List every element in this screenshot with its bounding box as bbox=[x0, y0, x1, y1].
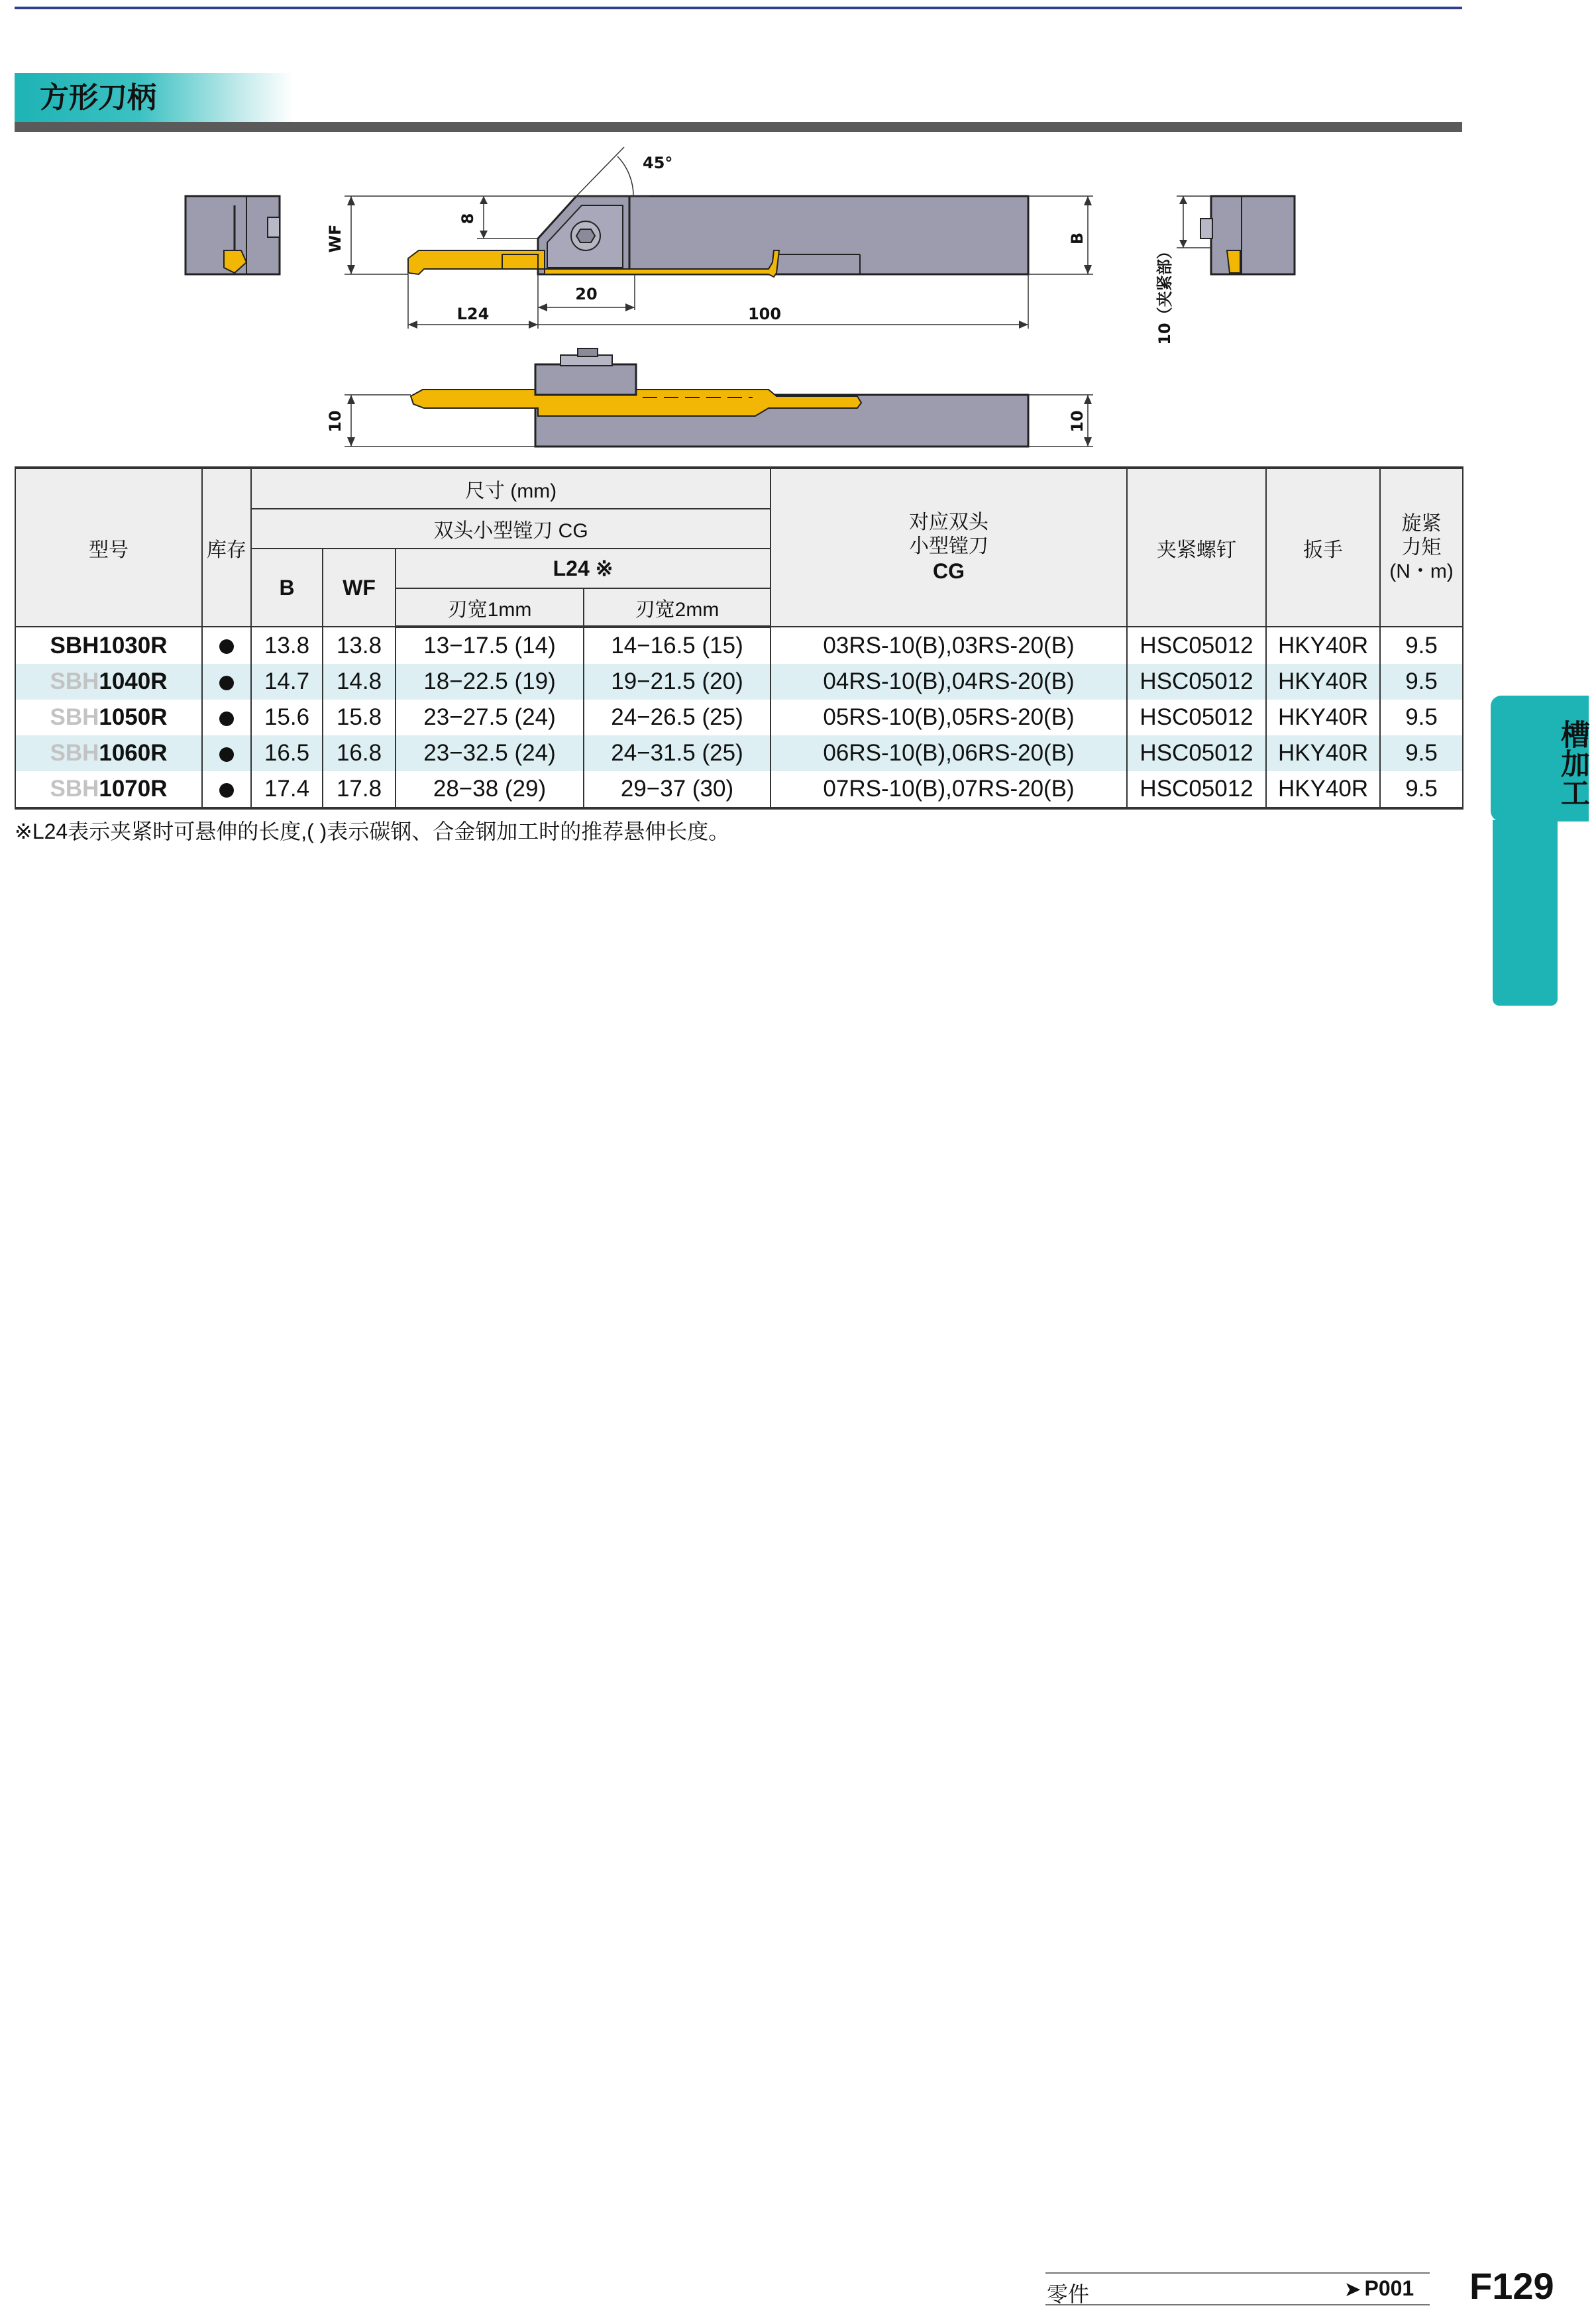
header-screw: 夹紧螺钉 bbox=[1127, 468, 1266, 627]
stock-cell bbox=[202, 627, 251, 664]
header-stock: 库存 bbox=[202, 468, 251, 627]
wf-cell: 15.8 bbox=[323, 700, 396, 735]
model-main: 1040R bbox=[99, 668, 168, 694]
table-row bbox=[15, 700, 1463, 735]
section-title-band bbox=[15, 73, 293, 123]
l24-1mm-cell: 18−22.5 (19) bbox=[396, 664, 584, 700]
header-torque-line1: 旋紧 bbox=[1401, 512, 1442, 535]
screw-cell: HSC05012 bbox=[1127, 700, 1266, 735]
l24-2mm-cell: 24−31.5 (25) bbox=[584, 735, 771, 771]
torque-cell: 9.5 bbox=[1380, 735, 1463, 771]
wrench-cell: HKY40R bbox=[1266, 771, 1380, 808]
stock-cell bbox=[202, 771, 251, 808]
wf-cell: 17.8 bbox=[323, 771, 396, 808]
wrench-cell: HKY40R bbox=[1266, 627, 1380, 664]
side-view bbox=[326, 348, 1093, 447]
header-double-cg: 双头小型镗刀 CG bbox=[251, 509, 771, 549]
model-cell bbox=[15, 627, 202, 664]
l24-1mm-cell: 13−17.5 (14) bbox=[396, 627, 584, 664]
in-stock-dot-icon bbox=[219, 783, 234, 798]
side-tab-strip bbox=[1493, 820, 1558, 1006]
model-main: 1070R bbox=[99, 776, 168, 802]
header-torque-line3: (N・m) bbox=[1389, 560, 1454, 582]
screw-cell: HSC05012 bbox=[1127, 771, 1266, 808]
dim-8-label: 8 bbox=[458, 213, 477, 225]
table-row bbox=[15, 627, 1463, 664]
screw-cell: HSC05012 bbox=[1127, 627, 1266, 664]
model-prefix: SBH bbox=[50, 776, 99, 802]
model-cell bbox=[15, 735, 202, 771]
model-prefix: SBH bbox=[50, 704, 99, 730]
torque-cell: 9.5 bbox=[1380, 664, 1463, 700]
header-torque bbox=[1380, 468, 1463, 627]
table-row bbox=[15, 664, 1463, 700]
torque-cell: 9.5 bbox=[1380, 771, 1463, 808]
torque-cell: 9.5 bbox=[1380, 700, 1463, 735]
page-number: F129 bbox=[1469, 2265, 1554, 2307]
header-wrench: 扳手 bbox=[1266, 468, 1380, 627]
cg-cell: 03RS-10(B),03RS-20(B) bbox=[771, 627, 1127, 664]
b-cell: 15.6 bbox=[251, 700, 323, 735]
spec-table bbox=[15, 466, 1463, 810]
header-compat-line3: CG bbox=[933, 559, 965, 584]
dim-10-right-label: 10 bbox=[1068, 410, 1087, 433]
wf-cell: 16.8 bbox=[323, 735, 396, 771]
header-b: B bbox=[251, 549, 323, 627]
wf-cell: 13.8 bbox=[323, 627, 396, 664]
b-cell: 14.7 bbox=[251, 664, 323, 700]
section-title-bar bbox=[15, 122, 1462, 132]
stock-cell bbox=[202, 735, 251, 771]
drawing-svg bbox=[0, 132, 1596, 464]
cg-cell: 05RS-10(B),05RS-20(B) bbox=[771, 700, 1127, 735]
dim-100-label: 100 bbox=[747, 305, 782, 323]
top-view bbox=[326, 147, 1093, 329]
dim-10-left-label: 10 bbox=[326, 410, 345, 433]
footer-label: 零件 bbox=[1047, 2282, 1090, 2306]
stock-cell bbox=[202, 700, 251, 735]
cg-cell: 07RS-10(B),07RS-20(B) bbox=[771, 771, 1127, 808]
dim-angle-label: 45° bbox=[643, 154, 673, 172]
model-cell bbox=[15, 771, 202, 808]
model-main: 1050R bbox=[99, 704, 168, 730]
torque-cell: 9.5 bbox=[1380, 627, 1463, 664]
in-stock-dot-icon bbox=[219, 747, 234, 762]
arrow-right-icon: ➤ bbox=[1345, 2279, 1361, 2299]
table-row bbox=[15, 735, 1463, 771]
b-cell: 16.5 bbox=[251, 735, 323, 771]
l24-2mm-cell: 19−21.5 (20) bbox=[584, 664, 771, 700]
l24-1mm-cell: 28−38 (29) bbox=[396, 771, 584, 808]
footer-top-rule bbox=[1045, 2272, 1430, 2274]
screw-cell: HSC05012 bbox=[1127, 735, 1266, 771]
in-stock-dot-icon bbox=[219, 639, 234, 654]
l24-2mm-cell: 14−16.5 (15) bbox=[584, 627, 771, 664]
technical-drawing bbox=[0, 132, 1596, 464]
screw-cell: HSC05012 bbox=[1127, 664, 1266, 700]
in-stock-dot-icon bbox=[219, 712, 234, 726]
cg-cell: 04RS-10(B),04RS-20(B) bbox=[771, 664, 1127, 700]
spec-table-body bbox=[15, 627, 1463, 808]
in-stock-dot-icon bbox=[219, 676, 234, 690]
header-compat-line2: 小型镗刀 bbox=[909, 535, 989, 558]
table-row bbox=[15, 771, 1463, 808]
header-compat bbox=[771, 468, 1127, 627]
header-width-1mm: 刃宽1mm bbox=[396, 588, 584, 627]
l24-1mm-cell: 23−32.5 (24) bbox=[396, 735, 584, 771]
b-cell: 17.4 bbox=[251, 771, 323, 808]
top-rule bbox=[15, 7, 1462, 9]
header-torque-line2: 力矩 bbox=[1401, 536, 1442, 558]
l24-2mm-cell: 29−37 (30) bbox=[584, 771, 771, 808]
wrench-cell: HKY40R bbox=[1266, 664, 1380, 700]
header-width-2mm: 刃宽2mm bbox=[584, 588, 771, 627]
right-end-view bbox=[1155, 196, 1295, 345]
model-prefix: SBH bbox=[50, 740, 99, 766]
cg-cell: 06RS-10(B),06RS-20(B) bbox=[771, 735, 1127, 771]
left-end-view bbox=[186, 196, 280, 274]
footer-ref-text: P001 bbox=[1364, 2276, 1414, 2300]
table-footnote: ※L24表示夹紧时可悬伸的长度,( )表示碳钢、合金钢加工时的推荐悬伸长度。 bbox=[15, 819, 730, 843]
l24-1mm-cell: 23−27.5 (24) bbox=[396, 700, 584, 735]
dim-b-label: B bbox=[1068, 232, 1087, 245]
header-model: 型号 bbox=[15, 468, 202, 627]
section-title: 方形刀柄 bbox=[40, 81, 156, 115]
wrench-cell: HKY40R bbox=[1266, 735, 1380, 771]
dim-clamp-label: 10（夹紧部） bbox=[1155, 243, 1174, 345]
footer-bottom-rule bbox=[1045, 2304, 1430, 2305]
model-cell bbox=[15, 664, 202, 700]
model-main: 1060R bbox=[99, 740, 168, 766]
model-cell bbox=[15, 700, 202, 735]
model-main: SBH1030R bbox=[50, 632, 168, 659]
l24-2mm-cell: 24−26.5 (25) bbox=[584, 700, 771, 735]
stock-cell bbox=[202, 664, 251, 700]
header-l24: L24 ※ bbox=[396, 549, 771, 588]
side-tab-grooving[interactable] bbox=[1491, 696, 1589, 821]
model-prefix: SBH bbox=[50, 668, 99, 694]
header-wf: WF bbox=[323, 549, 396, 627]
b-cell: 13.8 bbox=[251, 627, 323, 664]
header-size: 尺寸 (mm) bbox=[251, 468, 771, 509]
footer-page-link[interactable] bbox=[1345, 2276, 1414, 2301]
header-compat-line1: 对应双头 bbox=[909, 511, 989, 534]
wrench-cell: HKY40R bbox=[1266, 700, 1380, 735]
dim-wf-label: WF bbox=[326, 224, 345, 253]
dim-20-label: 20 bbox=[575, 285, 598, 303]
wf-cell: 14.8 bbox=[323, 664, 396, 700]
dim-l24-label: L24 bbox=[456, 305, 490, 323]
side-tab-label: 槽加工 bbox=[1556, 719, 1589, 807]
